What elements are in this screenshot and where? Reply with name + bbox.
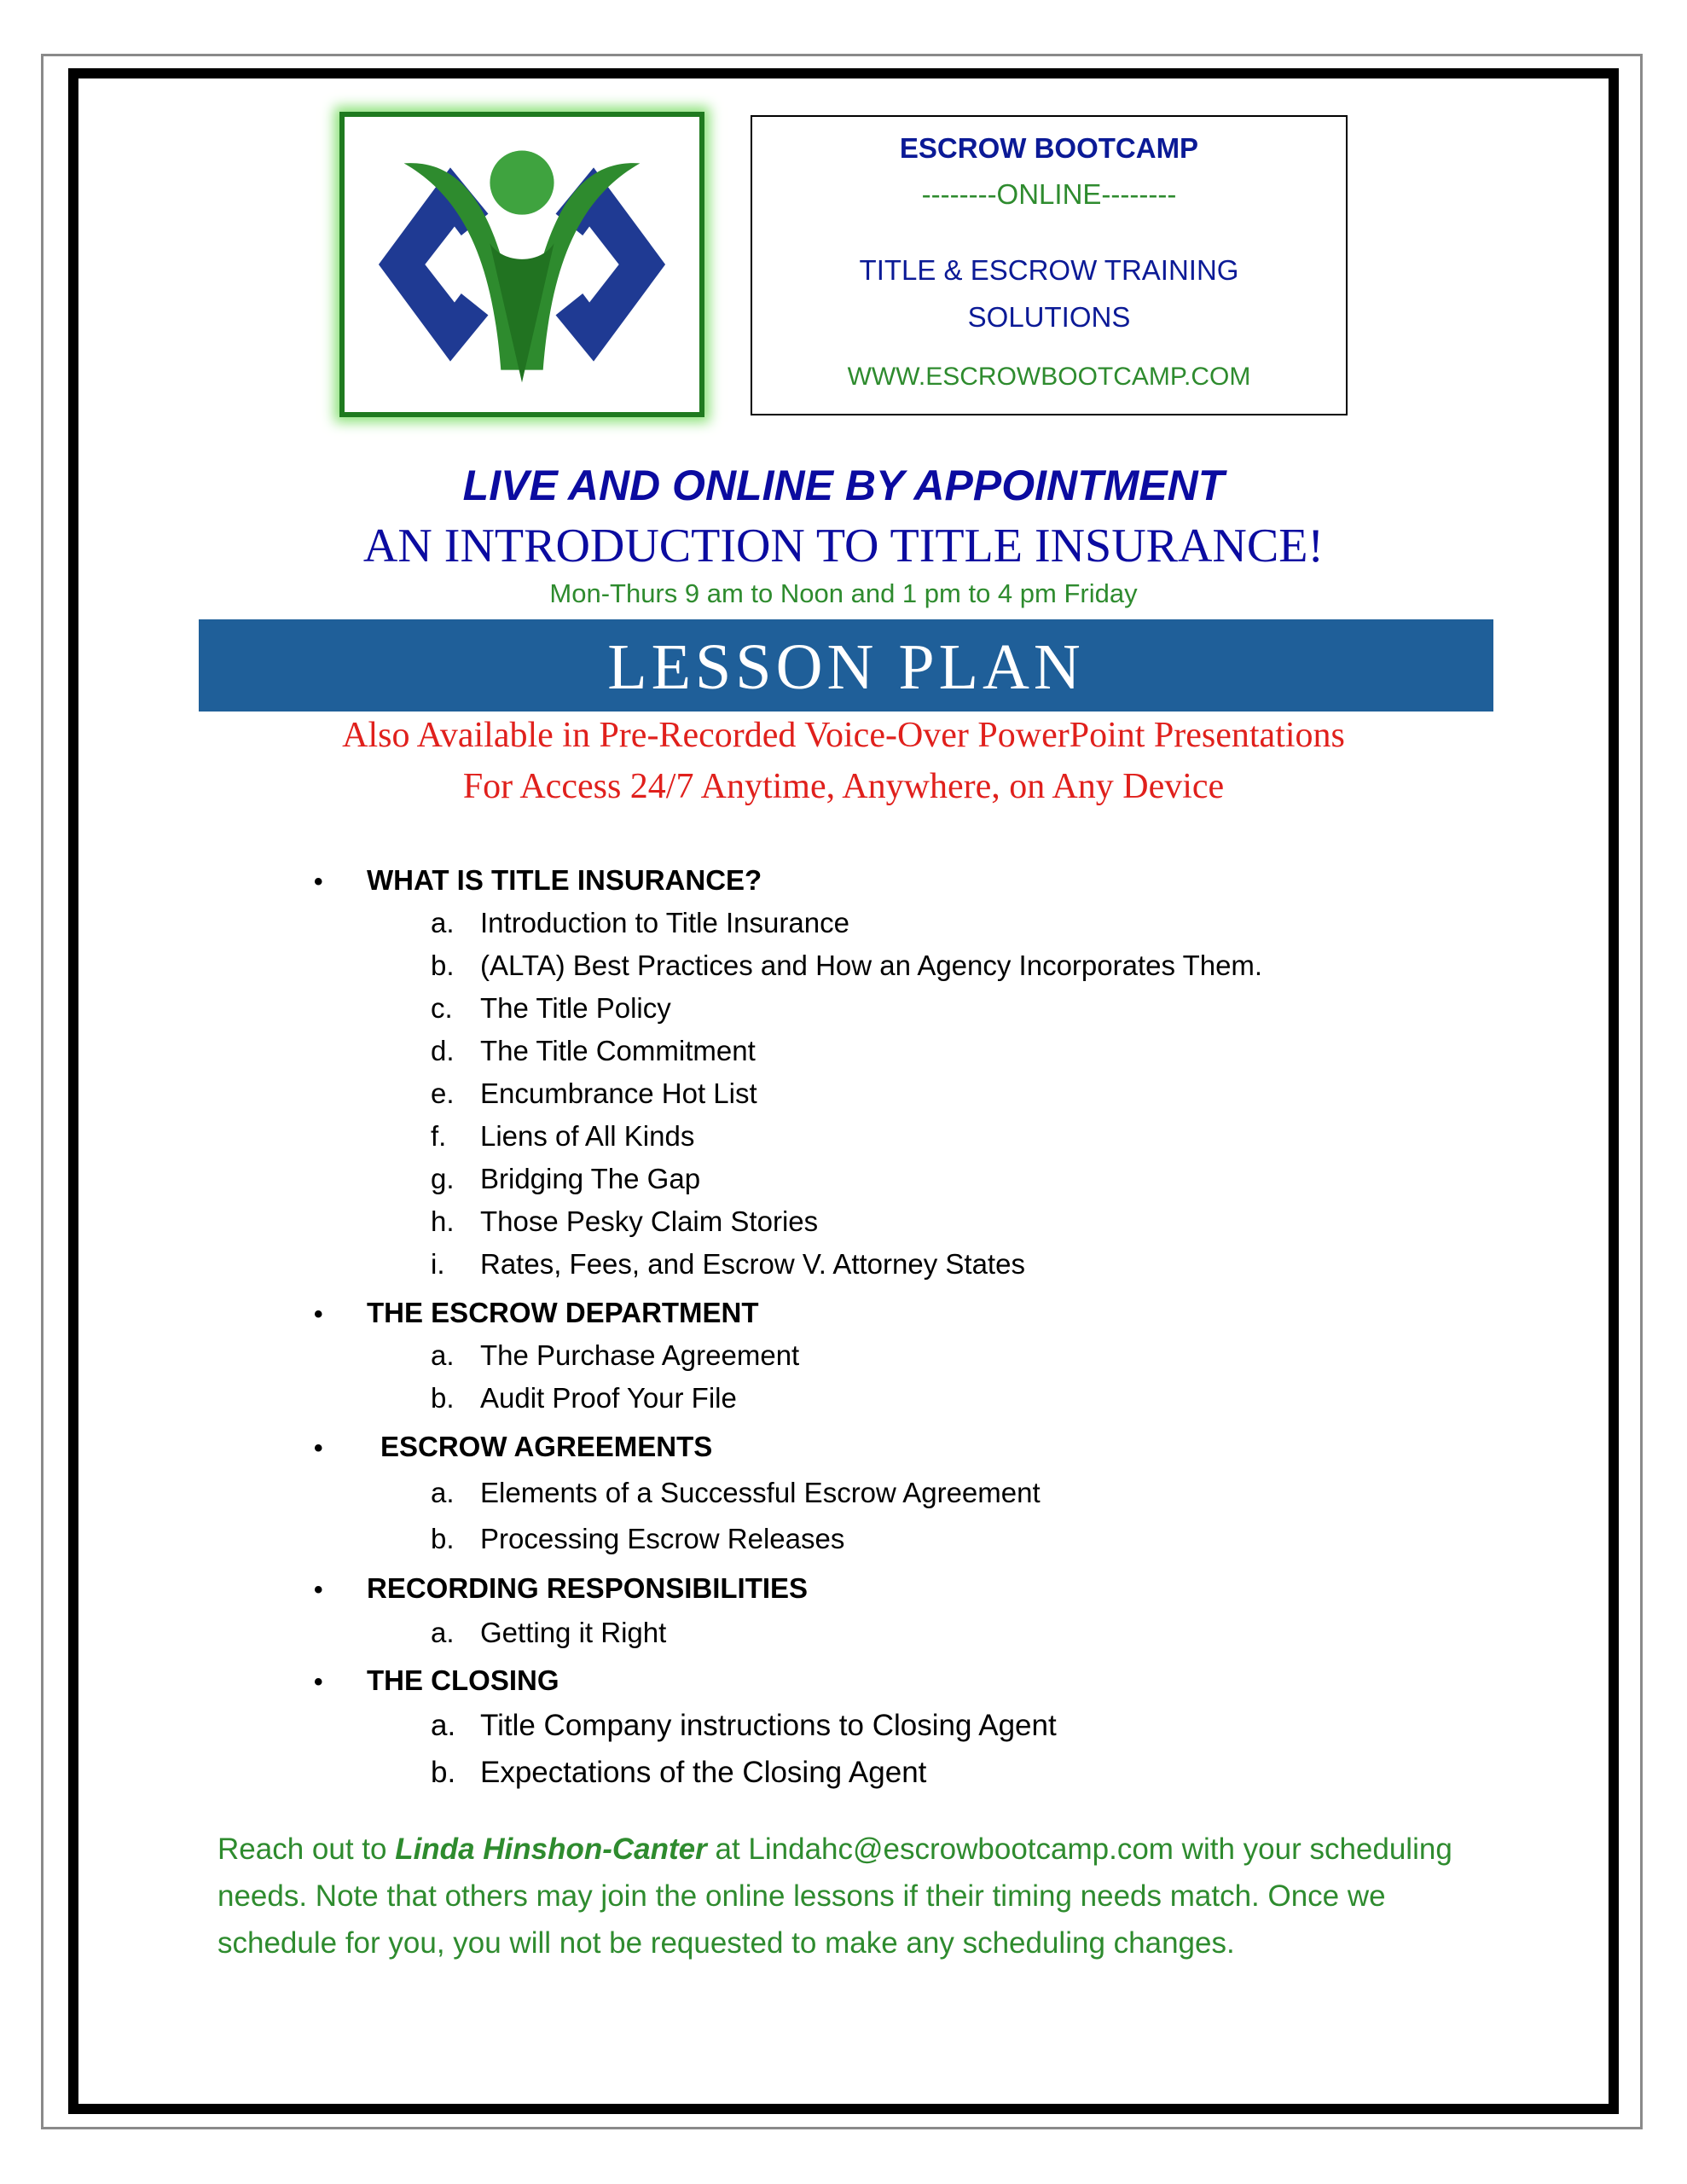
list-item: a. Title Company instructions to Closing Agent <box>431 1709 1057 1742</box>
list-item: d. The Title Commitment <box>431 1035 756 1066</box>
company-info-box <box>751 115 1348 415</box>
section-heading: • THE CLOSING <box>314 1664 559 1696</box>
section-heading: • THE ESCROW DEPARTMENT <box>314 1297 759 1328</box>
bullet-icon: • <box>314 868 323 896</box>
website-link[interactable]: WWW.ESCROWBOOTCAMP.COM <box>847 363 1251 391</box>
company-name: ESCROW BOOTCAMP <box>899 132 1199 164</box>
logo-figure-icon <box>345 117 699 412</box>
list-item: b. Audit Proof Your File <box>431 1382 737 1414</box>
list-item: i. Rates, Fees, and Escrow V. Attorney States <box>431 1248 1025 1280</box>
list-item: a. Introduction to Title Insurance <box>431 907 849 938</box>
bullet-icon: • <box>314 1668 323 1696</box>
contact-name: Linda Hinshon-Canter <box>395 1833 707 1866</box>
list-item: a. The Purchase Agreement <box>431 1339 800 1371</box>
bullet-icon: • <box>314 1576 323 1604</box>
schedule-hours: Mon-Thurs 9 am to Noon and 1 pm to 4 pm Friday <box>549 578 1138 608</box>
list-item: g. Bridging The Gap <box>431 1163 701 1194</box>
availability-line1: Also Available in Pre-Recorded Voice-Over PowerPoint Presentations <box>342 716 1345 755</box>
section-heading: • ESCROW AGREEMENTS <box>314 1431 713 1462</box>
section-heading: • RECORDING RESPONSIBILITIES <box>314 1572 809 1604</box>
bullet-icon: • <box>314 1434 323 1462</box>
online-label: --------ONLINE-------- <box>921 178 1177 210</box>
bullet-icon: • <box>314 1300 323 1328</box>
list-item: a. Elements of a Successful Escrow Agreement <box>431 1477 1041 1508</box>
availability-line2: For Access 24/7 Anytime, Anywhere, on Any Device <box>462 767 1225 806</box>
tagline-line1: TITLE & ESCROW TRAINING <box>859 254 1239 286</box>
tagline <box>752 247 1346 340</box>
section-heading: • WHAT IS TITLE INSURANCE? <box>314 864 762 896</box>
list-item: h. Those Pesky Claim Stories <box>431 1205 819 1237</box>
headline-live-online: LIVE AND ONLINE BY APPOINTMENT <box>462 462 1225 509</box>
contact-paragraph: Reach out to Linda Hinshon-Canter at Lindahc@escrowbootcamp.com with your scheduling needs. Note that others may join the online lessons if their timing needs match. Once we schedule for you, you will not be requested to make any scheduling changes. <box>217 1833 1452 1960</box>
list-item: c. The Title Policy <box>431 992 671 1024</box>
list-item: b. Processing Escrow Releases <box>431 1523 845 1554</box>
logo <box>339 112 704 417</box>
list-item: a. Getting it Right <box>431 1617 667 1648</box>
headline-course-title: AN INTRODUCTION TO TITLE INSURANCE! <box>362 520 1325 572</box>
tagline-line2: SOLUTIONS <box>967 301 1131 333</box>
list-item: b. (ALTA) Best Practices and How an Agency Incorporates Them. <box>431 950 1263 981</box>
list-item: f. Liens of All Kinds <box>431 1120 695 1152</box>
list-item: e. Encumbrance Hot List <box>431 1077 757 1109</box>
list-item: b. Expectations of the Closing Agent <box>431 1756 927 1789</box>
lesson-plan-banner: LESSON PLAN <box>199 619 1493 712</box>
